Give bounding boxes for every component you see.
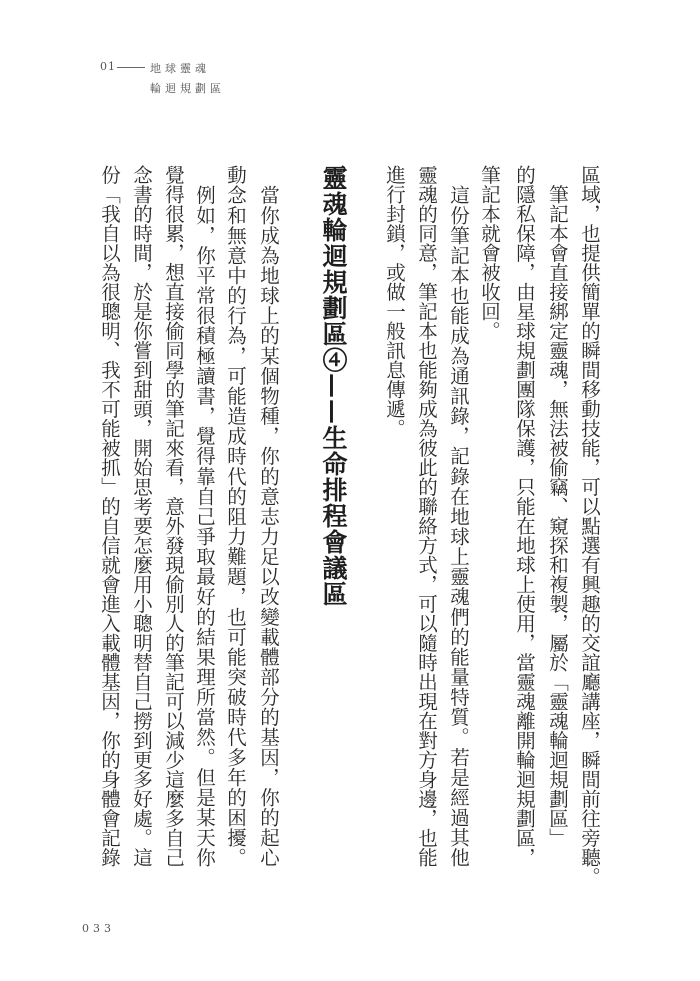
body-text-column: 筆記本會直接綁定靈魂，無法被偷竊、窺探和複製，屬於「靈魂輪迴規劃區」 [546, 165, 569, 848]
body-text-column: 這份筆記本也能成為通訊錄，記錄在地球上靈魂們的能量特質。若是經過其他 [447, 165, 470, 867]
body-text-column: 覺得很累，想直接偷同學的筆記來看，意外發現偷別人的筆記可以減少這麼多自己 [162, 165, 185, 867]
chapter-title-line1: 地球靈魂 [150, 62, 210, 75]
body-text-column: 靈魂的同意，筆記本也能夠成為彼此的聯絡方式，可以隨時出現在對方身邊，也能 [415, 165, 438, 867]
body-text-column: 念書的時間，於是你嘗到甜頭，開始思考要怎麼用小聰明替自己撈到更多好處。這 [130, 165, 153, 867]
chapter-title-line2: 輪迴規劃區 [150, 82, 225, 95]
body-text-column: 的隱私保障，由星球規劃團隊保護，只能在地球上使用，當靈魂離開輪迴規劃區， [513, 165, 536, 867]
body-text-column: 當你成為地球上的某個物種，你的意志力足以改變載體部分的基因，你的起心 [257, 165, 280, 867]
header-divider [117, 67, 145, 68]
body-text-column: 份「我自以為很聰明、我不可能被抓」的自信就會進入載體基因，你的身體會記錄 [98, 165, 121, 867]
body-text-column: 動念和無意中的行為，可能造成時代的阻力難題，也可能突破時代多年的困擾。 [224, 165, 247, 867]
body-text-column: 進行封鎖，或做一般訊息傳遞。 [383, 165, 406, 438]
page-number: 033 [82, 922, 115, 935]
body-text-column: 區域，也提供簡單的瞬間移動技能，可以點選有興趣的交誼廳講座，瞬間前往旁聽。 [578, 165, 601, 887]
body-text-column: 筆記本就會被收回。 [478, 165, 501, 341]
body-text-column: 例如，你平常很積極讀書，覺得靠自己爭取最好的結果理所當然。但是某天你 [193, 165, 216, 867]
chapter-number: 01 [100, 60, 116, 73]
section-heading: 靈魂輪迴規劃區④——生命排程會議區 [319, 165, 348, 607]
